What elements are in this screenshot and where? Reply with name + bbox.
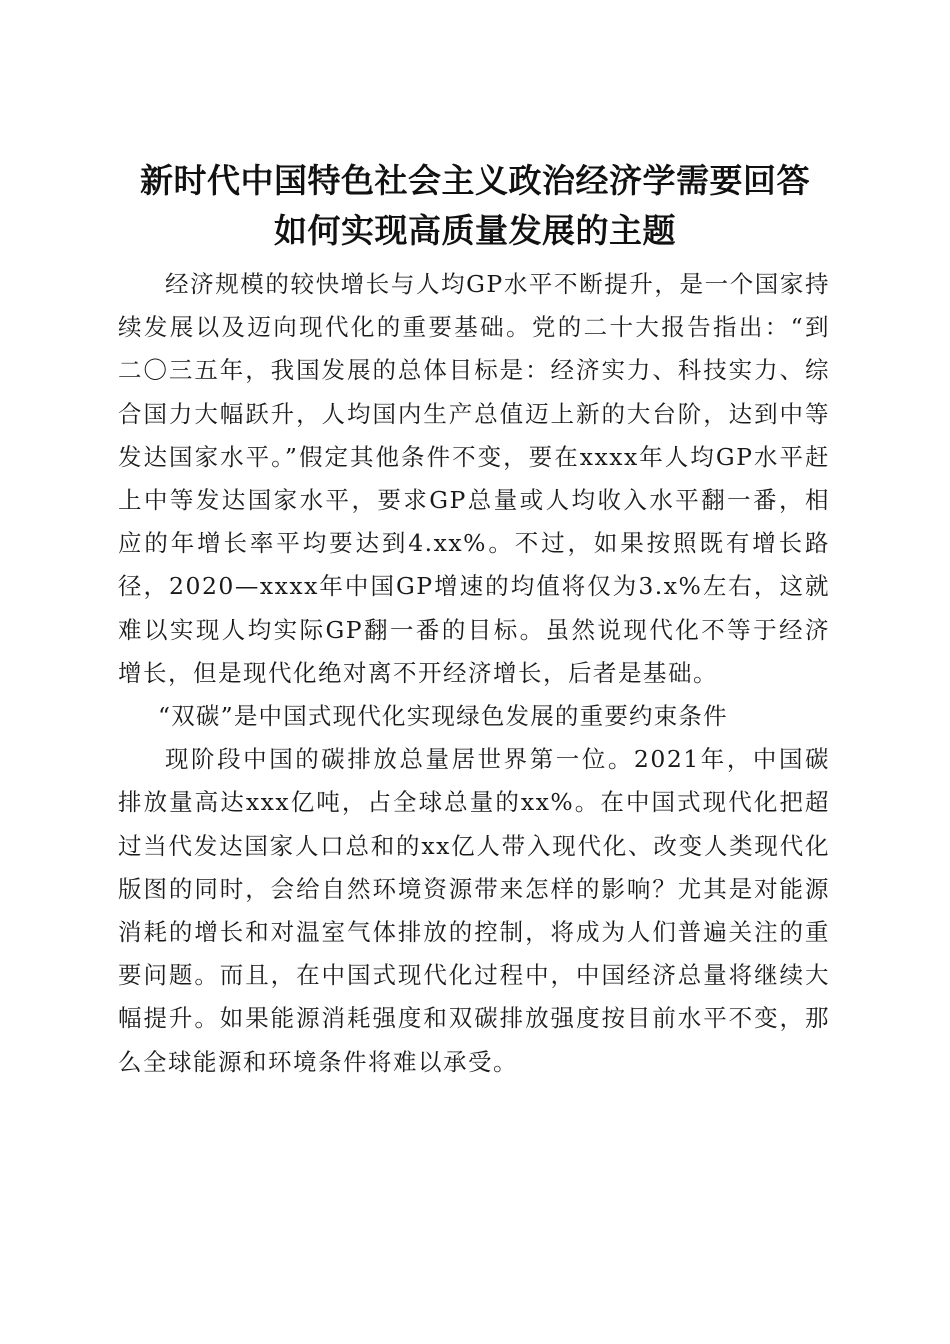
title-line-2: 如何实现高质量发展的主题 bbox=[274, 211, 676, 251]
title-line-1: 新时代中国特色社会主义政治经济学需要回答 bbox=[140, 161, 810, 201]
paragraph-carbon-emissions: 现阶段中国的碳排放总量居世界第一位。2021年，中国碳排放量高达xxx亿吨，占全球总量的xx%。在中国式现代化把超过当代发达国家人口总和的xx亿人带入现代化、改变人类现代化版图的同时，会给自然环境资源带来怎样的影响？尤其是对能源消耗的增长和对温室气体排放的控制，将成为人们普遍关注的重要问题。而且，在中国式现代化过程中，中国经济总量将继续大幅提升。如果能源消耗强度和双碳排放强度按目前水平不变，那么全球能源和环境条件将难以承受。 bbox=[118, 745, 830, 1076]
paragraph-economic-growth: 经济规模的较快增长与人均GP水平不断提升，是一个国家持续发展以及迈向现代化的重要基础。党的二十大报告指出：“到二〇三五年，我国发展的总体目标是：经济实力、科技实力、综合国力大幅跃升，人均国内生产总值迈上新的大台阶，达到中等发达国家水平。”假定其他条件不变，要在xxxx年人均GP水平赶上中等发达国家水平，要求GP总量或人均收入水平翻一番，相应的年增长率平均要达到4.xx%。不过，如果按照既有增长路径，2020—xxxx年中国GP增速的均值将仅为3.x%左右，这就难以实现人均实际GP翻一番的目标。虽然说现代化不等于经济增长，但是现代化绝对离不开经济增长，后者是基础。 bbox=[118, 270, 830, 687]
document-title bbox=[110, 156, 840, 256]
section-heading-dual-carbon: “双碳”是中国式现代化实现绿色发展的重要约束条件 bbox=[158, 702, 728, 731]
document-body bbox=[118, 263, 830, 1084]
